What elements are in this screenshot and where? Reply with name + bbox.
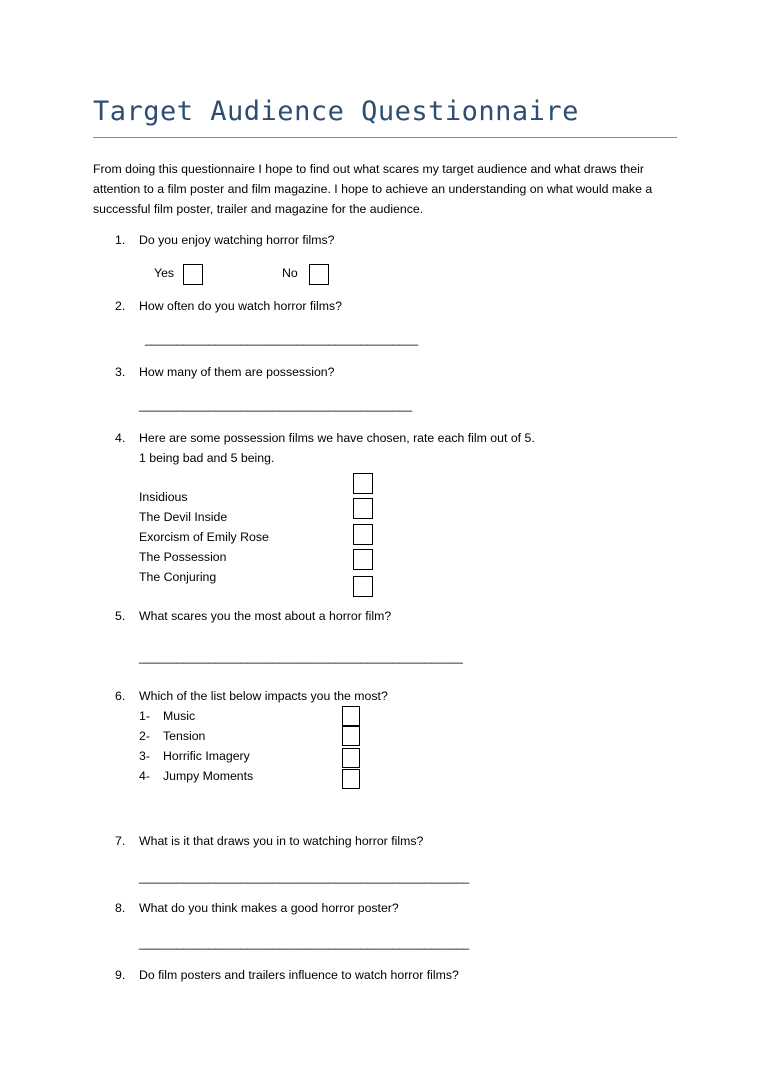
question-5-number: 5. (115, 609, 126, 623)
impact-item-2-number: 2- (139, 729, 150, 743)
film-the-conjuring: The Conjuring (139, 570, 217, 584)
impact-box-4[interactable] (342, 769, 360, 789)
impact-item-4-number: 4- (139, 769, 150, 783)
rating-box-5[interactable] (353, 576, 373, 597)
question-1-number: 1. (115, 233, 126, 247)
question-8-text: What do you think makes a good horror poster? (139, 901, 399, 915)
question-7-answer-line[interactable]: ____________________________________________________ (139, 870, 469, 884)
question-9-text: Do film posters and trailers influence to watch horror films? (139, 968, 459, 982)
yes-checkbox[interactable] (183, 264, 203, 285)
question-4-number: 4. (115, 431, 126, 445)
rating-box-2[interactable] (353, 498, 373, 519)
impact-item-tension: Tension (163, 729, 206, 743)
question-8-number: 8. (115, 901, 126, 915)
question-7-number: 7. (115, 834, 126, 848)
impact-item-horrific-imagery: Horrific Imagery (163, 749, 250, 763)
impact-item-music: Music (163, 709, 196, 723)
film-the-possession: The Possession (139, 550, 227, 564)
question-3-number: 3. (115, 365, 126, 379)
film-insidious: Insidious (139, 490, 188, 504)
impact-box-2[interactable] (342, 726, 360, 746)
question-3-text: How many of them are possession? (139, 365, 335, 379)
question-6-number: 6. (115, 689, 126, 703)
question-2-text: How often do you watch horror films? (139, 299, 342, 313)
question-5-answer-line[interactable]: ___________________________________________________ (139, 650, 463, 664)
question-8-answer-line[interactable]: ____________________________________________________ (139, 936, 469, 950)
rating-box-3[interactable] (353, 524, 373, 545)
page-title: Target Audience Questionnaire (93, 96, 579, 127)
question-5-text: What scares you the most about a horror film? (139, 609, 392, 623)
option-no-label: No (282, 266, 298, 280)
question-6-text: Which of the list below impacts you the most? (139, 689, 388, 703)
question-2-answer-line[interactable]: ___________________________________________ (145, 332, 418, 346)
film-the-devil-inside: The Devil Inside (139, 510, 228, 524)
intro-paragraph: From doing this questionnaire I hope to find out what scares my target audience and what draws their attention to a film poster and film magazine. I hope to achieve an understanding on what would make a successful film poster, trailer and magazine for the audience. (93, 162, 653, 216)
impact-item-3-number: 3- (139, 749, 150, 763)
rating-box-4[interactable] (353, 549, 373, 570)
question-1-text: Do you enjoy watching horror films? (139, 233, 335, 247)
question-7-text: What is it that draws you in to watching horror films? (139, 834, 424, 848)
question-3-answer-line[interactable]: ___________________________________________ (139, 398, 412, 412)
impact-box-1[interactable] (342, 706, 360, 726)
impact-item-1-number: 1- (139, 709, 150, 723)
option-yes-label: Yes (154, 266, 175, 280)
impact-box-3[interactable] (342, 748, 360, 768)
question-2-number: 2. (115, 299, 126, 313)
title-underline (93, 137, 677, 138)
no-checkbox[interactable] (309, 264, 329, 285)
impact-item-jumpy-moments: Jumpy Moments (163, 769, 254, 783)
film-exorcism-of-emily-rose: Exorcism of Emily Rose (139, 530, 269, 544)
question-4-text: Here are some possession films we have chosen, rate each film out of 5. (139, 431, 535, 445)
rating-box-1[interactable] (353, 473, 373, 494)
question-9-number: 9. (115, 968, 126, 982)
question-4-subtext: 1 being bad and 5 being. (139, 451, 275, 465)
